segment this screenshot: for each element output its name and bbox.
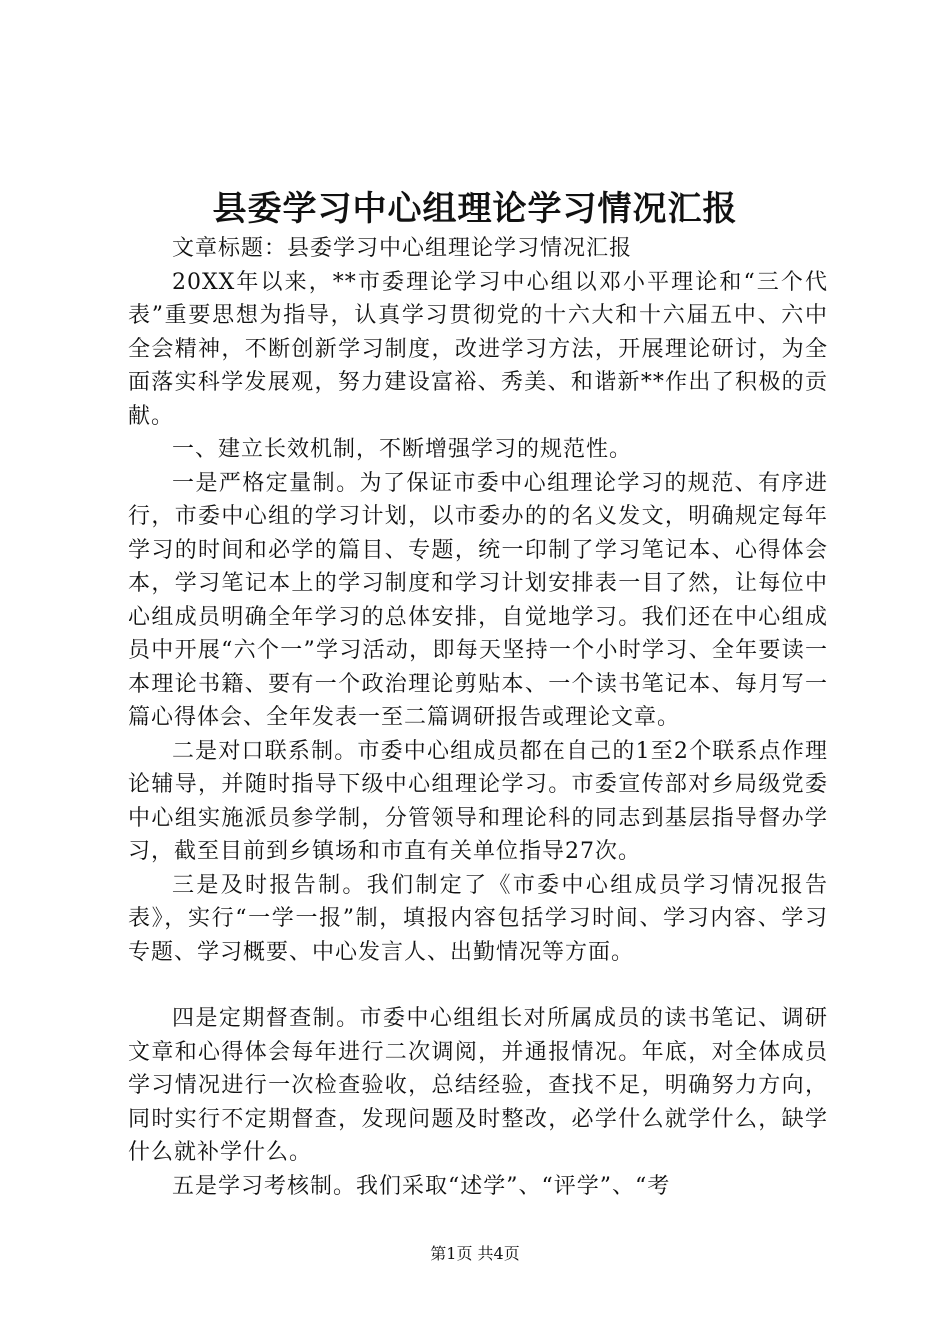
document-body bbox=[128, 232, 828, 1203]
article-title-line: 文章标题：县委学习中心组理论学习情况汇报 bbox=[172, 236, 633, 261]
document-title: 县委学习中心组理论学习情况汇报 bbox=[212, 189, 738, 229]
paragraph-liaison-system: 二是对口联系制。市委中心组成员都在自己的1至2个联系点作理论辅导，并随时指导下级中心组理论学习。市委宣传部对乡局级党委中心组实施派员参学制，分管领导和理论科的同志到基层指导督办学习，截至目前到乡镇场和市直有关单位指导27次。 bbox=[128, 738, 828, 864]
section-heading: 一、建立长效机制，不断增强学习的规范性。 bbox=[172, 437, 633, 462]
paragraph-quota-system: 一是严格定量制。为了保证市委中心组理论学习的规范、有序进行，市委中心组的学习计划，以市委办的的名义发文，明确规定每年学习的时间和必学的篇目、专题，统一印制了学习笔记本、心得体会本，学习笔记本上的学习制度和学习计划安排表一目了然，让每位中心组成员明确全年学习的总体安排，自觉地学习。我们还在中心组成员中开展“六个一”学习活动，即每天坚持一个小时学习、全年要读一本理论书籍、要有一个政治理论剪贴本、一个读书笔记本、每月写一篇心得体会、全年发表一至二篇调研报告或理论文章。 bbox=[128, 470, 828, 730]
paragraph-assessment-system: 五是学习考核制。我们采取“述学”、“评学”、“考 bbox=[172, 1173, 671, 1199]
paragraph-report-system: 三是及时报告制。我们制定了《市委中心组成员学习情况报告表》，实行“一学一报”制，填报内容包括学习时间、学习内容、学习专题、学习概要、中心发言人、出勤情况等方面。 bbox=[128, 872, 828, 965]
paragraph-inspection-system: 四是定期督查制。市委中心组组长对所属成员的读书笔记、调研文章和心得体会每年进行二次调阅，并通报情况。年底，对全体成员学习情况进行一次检查验收，总结经验，查找不足，明确努力方向，同时实行不定期督查，发现问题及时整改，必学什么就学什么，缺学什么就补学什么。 bbox=[128, 1006, 828, 1165]
intro-paragraph: 20XX年以来，**市委理论学习中心组以邓小平理论和“三个代表”重要思想为指导，认真学习贯彻党的十六大和十六届五中、六中全会精神，不断创新学习制度，改进学习方法，开展理论研讨，为全面落实科学发展观，努力建设富裕、秀美、和谐新**作出了积极的贡献。 bbox=[128, 269, 828, 429]
page-footer: 第1页 共4页 bbox=[430, 1244, 520, 1263]
